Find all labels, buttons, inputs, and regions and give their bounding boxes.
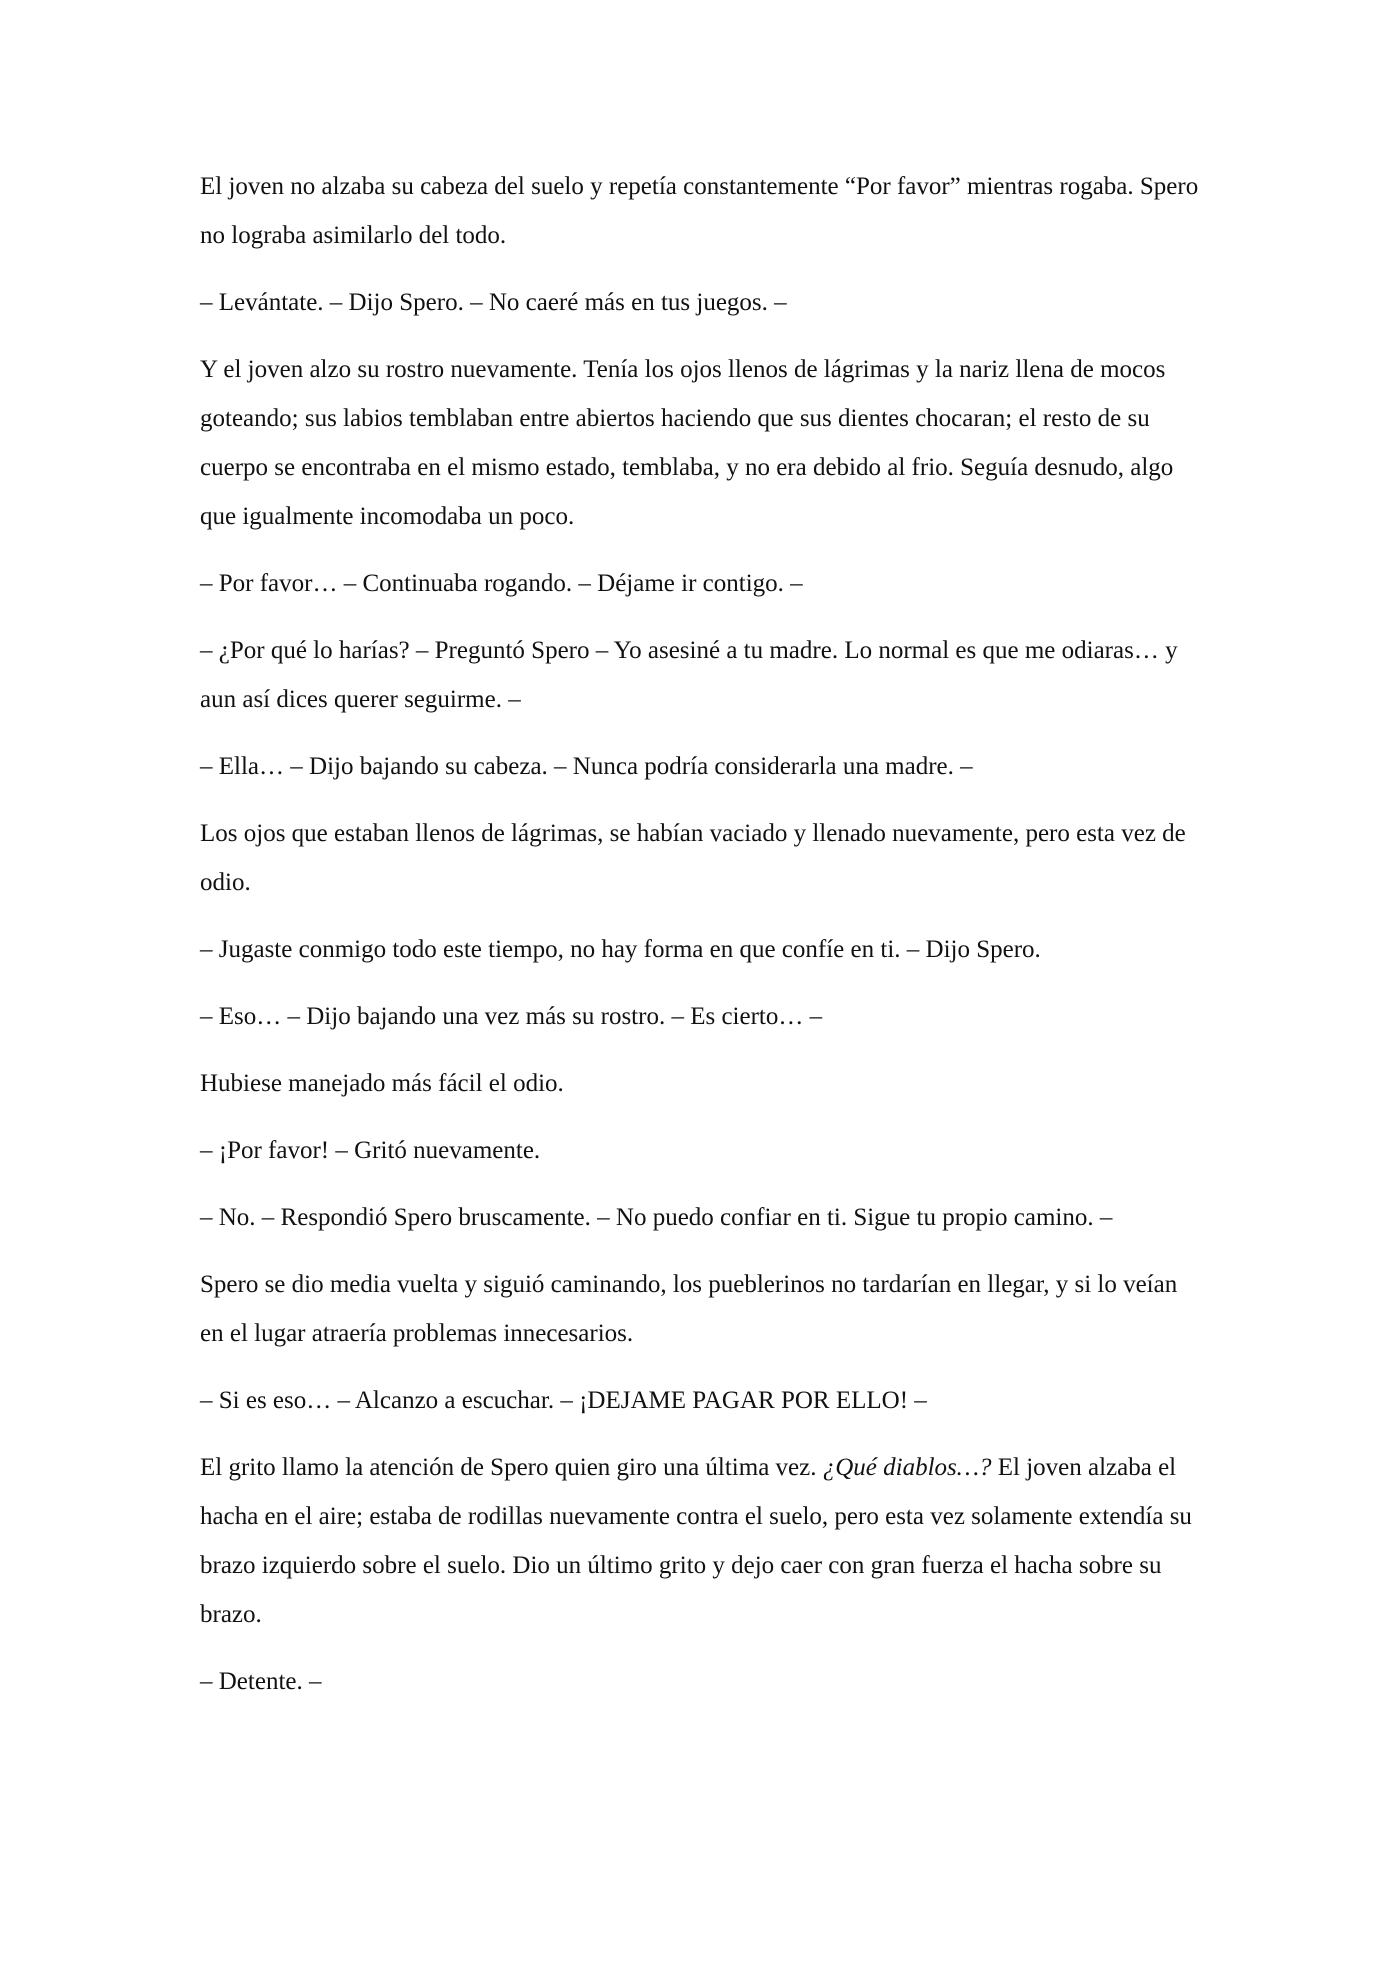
dialogue-line: – Ella… – Dijo bajando su cabeza. – Nunca podría considerarla una madre. – [200,753,973,780]
dialogue-line: – Si es eso… – Alcanzo a escuchar. – ¡DEJAME PAGAR POR ELLO! – [200,1387,927,1414]
italic-thought: ¿Qué diablos…? [822,1454,992,1481]
dialogue-line: – Jugaste conmigo todo este tiempo, no hay forma en que confíe en ti. – Dijo Spero. [200,936,1041,963]
paragraph: Y el joven alzo su rostro nuevamente. Tenía los ojos llenos de lágrimas y la nariz llena de mocos goteando; sus labios temblaban entre abiertos haciendo que sus dientes chocaran; el resto de su cuerpo se encontraba en el mismo estado, temblaba, y no era debido al frio. Seguía desnudo, algo que igualmente incomodaba un poco. [200,356,1174,530]
dialogue-line: – ¡Por favor! – Gritó nuevamente. [200,1137,541,1164]
document-page [200,162,1200,1724]
dialogue-line: – ¿Por qué lo harías? – Preguntó Spero – Yo asesiné a tu madre. Lo normal es que me odiaras… y aun así dices querer seguirme. – [200,637,1178,713]
paragraph: Hubiese manejado más fácil el odio. [200,1070,564,1097]
dialogue-line: – Por favor… – Continuaba rogando. – Déjame ir contigo. – [200,570,803,597]
dialogue-line: – No. – Respondió Spero bruscamente. – No puedo confiar en ti. Sigue tu propio camino. – [200,1204,1113,1231]
paragraph-with-italic-thought [200,1443,1200,1639]
dialogue-line: – Levántate. – Dijo Spero. – No caeré más en tus juegos. – [200,289,787,316]
paragraph: El joven no alzaba su cabeza del suelo y repetía constantemente “Por favor” mientras rogaba. Spero no lograba asimilarlo del todo. [200,173,1199,249]
paragraph-text-before: El grito llamo la atención de Spero quien giro una última vez. [200,1454,823,1481]
dialogue-line: – Eso… – Dijo bajando una vez más su rostro. – Es cierto… – [200,1003,823,1030]
dialogue-line: – Detente. – [200,1668,322,1695]
paragraph: Spero se dio media vuelta y siguió caminando, los pueblerinos no tardarían en llegar, y si lo veían en el lugar atraería problemas innecesarios. [200,1271,1178,1347]
paragraph-text-after: El joven alzaba el hacha en el aire; estaba de rodillas nuevamente contra el suelo, pero esta vez solamente extendía su brazo izquierdo sobre el suelo. Dio un último grito y dejo caer con gran fuerza el hacha sobre su brazo. [200,1454,1192,1628]
paragraph: Los ojos que estaban llenos de lágrimas, se habían vaciado y llenado nuevamente, pero esta vez de odio. [200,820,1186,896]
